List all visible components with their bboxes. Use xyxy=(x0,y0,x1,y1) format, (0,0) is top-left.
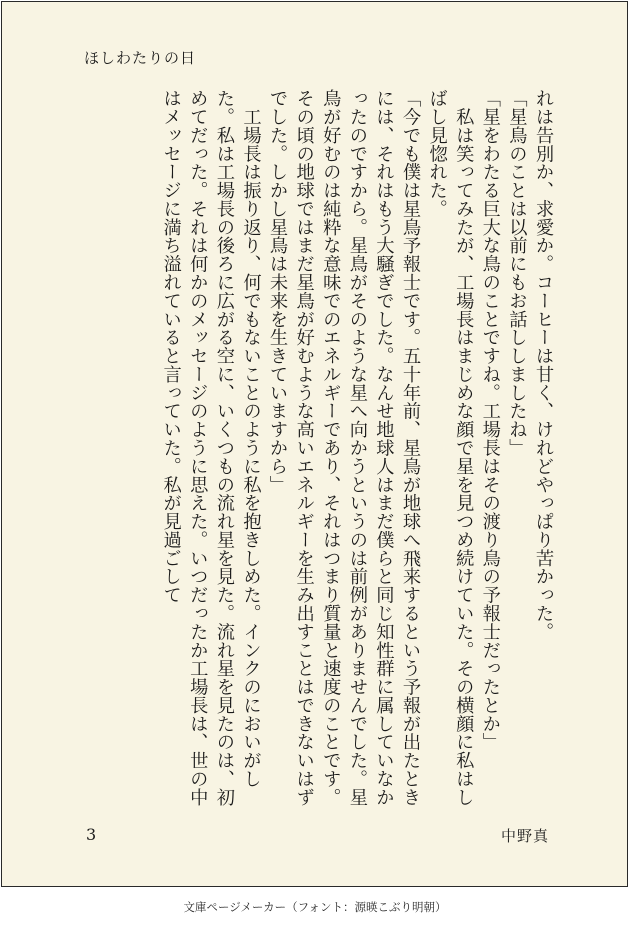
page-number: 3 xyxy=(86,825,97,844)
author-name: 中野真 xyxy=(500,827,549,845)
paragraph: 私は笑ってみたが、工場長はまじめな顔で星を見つめ続けていた。その横顔に私はしばし見惚れた。 xyxy=(426,89,475,807)
paragraph: 「星をわたる巨大な鳥のことですね。工場長はその渡り鳥の予報士だったとか」 xyxy=(479,89,501,752)
body-text xyxy=(78,89,556,824)
running-title: ほしわたりの日 xyxy=(84,49,197,67)
paragraph: 「星鳥のことは以前にもお話ししましたね」 xyxy=(506,89,528,457)
paragraph: れは告別か、求愛か。コーヒーは甘く、けれどやっぱり苦かった。 xyxy=(533,89,554,641)
paragraph: 工場長は振り返り、何でもないことのように私を抱きしめた。インクのにおいがした。私は工場長の後ろに広がる空に、いくつもの流れ星を見た。流れ星を見たのは、初めてだった。それは何かのメッセージのように思えた。いつだったか工場長は、世の中はメッセージに満ち溢れていると言っていた。私が見過ごして xyxy=(160,89,262,807)
footer-caption: 文庫ページメーカー（フォント：源暎こぶり明朝） xyxy=(183,900,447,914)
book-page xyxy=(1,1,628,887)
paragraph: 「今でも僕は星鳥予報士です。五十年前、星鳥が地球へ飛来するという予報が出たときには、それはもう大騒ぎでした。なんせ地球人はまだ僕らと同じ知性群に属していなかったのですから。星鳥がそのような星へ向かうというのは前例がありませんでした。星鳥が好むのは純粋な意味でのエネルギーであり、それはつまり質量と速度のことです。その頃の地球ではまだ星鳥が好むような高いエネルギーを生み出すことはできないはずでした。しかし星鳥は未来を生きていますから」 xyxy=(267,89,422,807)
